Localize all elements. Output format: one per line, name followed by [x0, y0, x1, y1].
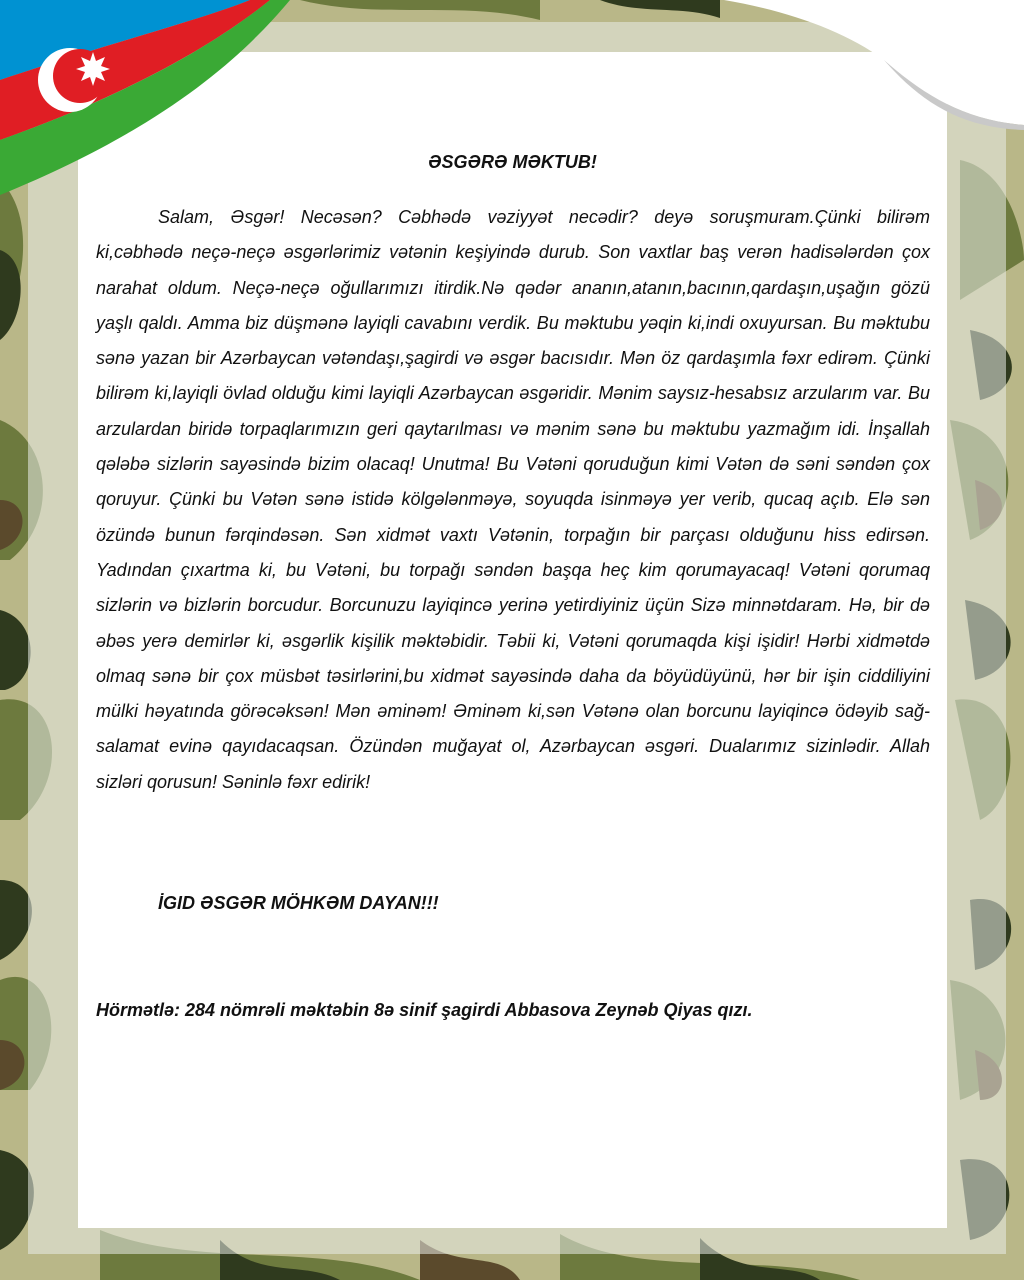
- page-curl: [724, 0, 1024, 140]
- letter-body: Salam, Əsgər! Necəsən? Cəbhədə vəziyyət necədir? deyə soruşmuram.Çünki bilirəm ki,cəbhədə neçə-neçə əsgərlərimiz vətənin keşiyində durub. Son vaxtlar baş verən hadisələrdən çox narahat oldum. Neçə-neçə oğullarımızı itirdik.Nə qədər ananın,atanın,bacının,qardaşın,uşağın gözü yaşlı qaldı. Amma biz düşmənə layiqli cavabını verdik. Bu məktubu yəqin ki,indi oxuyursan. Bu məktubu sənə yazan bir Azərbaycan vətəndaşı,şagirdi və əsgər bacısıdır. Mən öz qardaşımla fəxr edirəm. Çünki bilirəm ki,layiqli övlad olduğu kimi layiqli Azərbaycan əsgəridir. Mənim saysız-hesabsız arzularım var. Bu arzulardan biridə torpaqlarımızın geri qaytarılması və mənim sənə bu məktubu yazmağım idi. İnşallah qələbə sizlərin sayəsində bizim olacaq! Unutma! Bu Vətəni qoruduğun kimi Vətən də səni səndən çox qoruyur. Çünki bu Vətən sənə istidə kölgələnməyə, soyuqda isinməyə yer verib, qucaq açıb. Elə sən özündə bunun fərqindəsən. Sən xidmət vaxtı Vətənin, torpağın bir parçası olduğunu hiss edirsən. Yadından çıxartma ki, bu Vətəni, bu torpağı səndən başqa heç kim qorumayacaq! Vətəni qorumaq sizlərin və bizlərin borcudur. Borcunuzu layiqincə yerinə yetirdiyiniz üçün Sizə minnətdaram. Hə, bir də əbəs yerə demirlər ki, əsgərlik kişilik məktəbidir. Təbii ki, Vətəni qorumaqda kişi işidir! Hərbi xidmətdə olmaq sənə bir çox müsbət təsirlərini,bu xidmət sayəsində daha da böyüdüyünü, hər bir işin ciddiliyini mülki həyatında görəcəksən! Mən əminəm! Əminəm ki,sən Vətənə olan borcunu layiqincə ödəyib sağ-salamat evinə qayıdacaqsan. Özündən muğayat ol, Azərbaycan əsgəri. Dualarımız sizinlədir. Allah sizləri qorusun! Səninlə fəxr edirik!: [96, 207, 930, 792]
- closing-line: İGID ƏSGƏR MÖHKƏM DAYAN!!!: [158, 893, 439, 913]
- letter-title: ƏSGƏRƏ MƏKTUB!: [428, 152, 597, 172]
- eight-pointed-star-icon: [76, 52, 110, 86]
- signature: Hörmətlə: 284 nömrəli məktəbin 8ə sinif şagirdi Abbasova Zeynəb Qiyas qızı.: [96, 1000, 753, 1020]
